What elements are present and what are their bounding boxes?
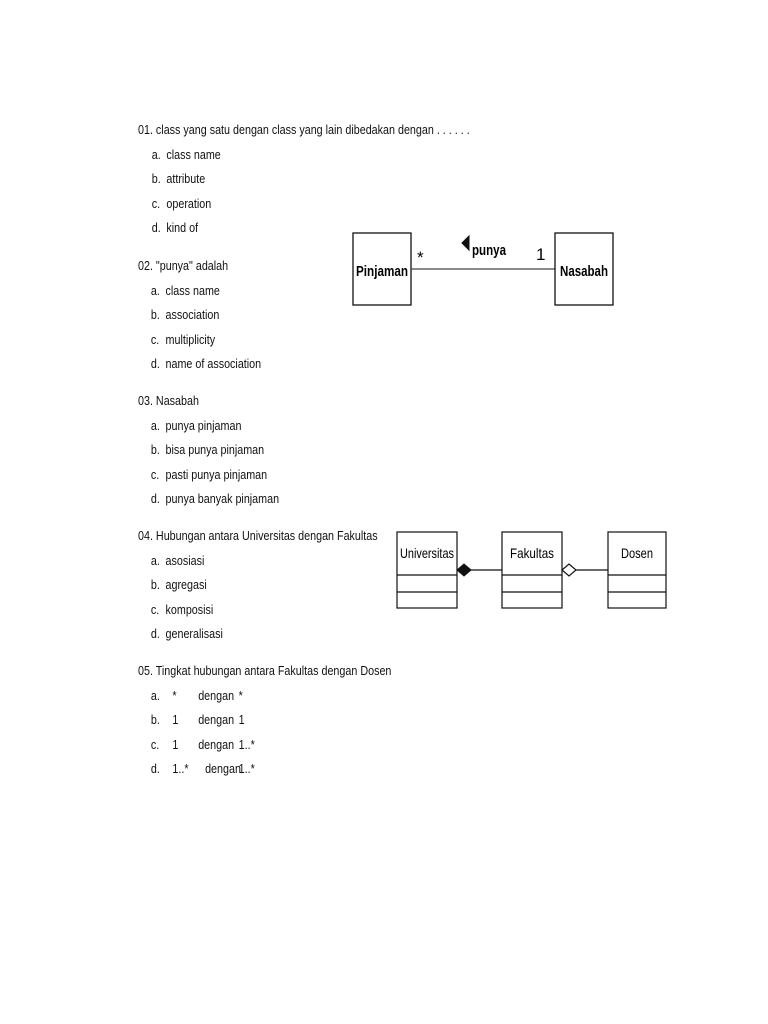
class-name-fakultas: Fakultas [510, 545, 554, 561]
association-name: punya [472, 242, 507, 259]
option-text: name of association [165, 357, 262, 371]
question-2-option-a [138, 279, 261, 304]
option-left-multiplicity: * [172, 688, 177, 703]
question-3-option-c [138, 463, 279, 488]
option-text: kind of [166, 221, 199, 235]
question-5-option-a [138, 684, 391, 709]
option-letter: b. [150, 308, 160, 322]
composition-aggregation-diagram [390, 525, 675, 617]
option-text: attribute [166, 172, 206, 186]
question-5-option-c [138, 733, 391, 758]
class-box-dosen [608, 532, 666, 608]
option-word: dengan [205, 762, 241, 776]
question-1 [138, 118, 470, 241]
question-4-option-c [138, 598, 378, 623]
option-word: dengan [198, 737, 235, 752]
option-letter: c. [150, 467, 160, 482]
question-3-option-a [138, 414, 279, 439]
question-2-option-d [138, 352, 261, 377]
option-letter: d. [150, 627, 160, 641]
option-letter: a. [150, 688, 160, 703]
question-4-option-d [138, 622, 378, 647]
option-word: dengan [198, 713, 235, 727]
question-2-option-b [138, 303, 261, 328]
question-5-option-d [138, 757, 391, 782]
question-1-option-c [138, 192, 470, 217]
question-3 [138, 389, 279, 512]
direction-arrow-icon [462, 236, 469, 250]
option-letter: c. [150, 602, 160, 617]
option-letter: c. [150, 737, 160, 752]
question-1-option-a [138, 143, 470, 168]
option-text: punya banyak pinjaman [165, 492, 280, 506]
right-multiplicity: 1 [536, 245, 546, 264]
option-letter: b. [150, 578, 160, 592]
option-letter: b. [150, 713, 160, 727]
option-letter: c. [150, 332, 160, 347]
question-1-option-b [138, 167, 470, 192]
option-text: bisa punya pinjaman [165, 443, 265, 457]
option-word: dengan [198, 688, 235, 703]
question-1-stem: 01. class yang satu dengan class yang lain dibedakan dengan . . . . . . [138, 123, 470, 137]
question-5-option-b [138, 708, 391, 733]
option-right-multiplicity: 1..* [238, 762, 255, 776]
option-letter: b. [150, 443, 160, 457]
question-4 [138, 524, 378, 647]
class-name-dosen: Dosen [621, 545, 653, 561]
association-diagram [345, 225, 620, 313]
question-5-stem: 05. Tingkat hubungan antara Fakultas dengan Dosen [138, 664, 392, 678]
option-text: multiplicity [165, 332, 216, 347]
class-name-nasabah: Nasabah [560, 263, 608, 280]
option-text: class name [166, 147, 221, 162]
class-name-universitas: Universitas [400, 545, 454, 561]
option-letter: b. [151, 172, 161, 186]
class-box-fakultas [502, 532, 562, 608]
option-left-multiplicity: 1 [172, 713, 179, 727]
option-left-multiplicity: 1..* [172, 762, 189, 776]
option-letter: d. [150, 357, 160, 371]
option-letter: d. [150, 492, 160, 506]
question-3-stem: 03. Nasabah [138, 394, 199, 408]
option-letter: d. [151, 221, 161, 235]
option-letter: a. [150, 418, 160, 433]
option-letter: d. [150, 762, 160, 776]
option-letter: a. [150, 283, 160, 298]
option-text: komposisi [165, 602, 214, 617]
option-right-multiplicity: 1..* [238, 737, 255, 752]
option-text: asosiasi [165, 553, 205, 568]
option-text: class name [165, 283, 220, 298]
question-4-stem: 04. Hubungan antara Universitas dengan Fakultas [138, 529, 378, 543]
option-letter: a. [150, 553, 160, 568]
option-letter: c. [151, 196, 161, 211]
class-name-pinjaman: Pinjaman [356, 263, 408, 280]
question-4-option-b [138, 573, 378, 598]
question-2-option-c [138, 328, 261, 353]
option-text: association [165, 308, 220, 322]
question-4-option-a [138, 549, 378, 574]
aggregation-diamond-icon [562, 564, 576, 576]
question-3-option-b [138, 438, 279, 463]
option-left-multiplicity: 1 [172, 737, 179, 752]
left-multiplicity: * [417, 248, 424, 267]
option-right-multiplicity: * [238, 688, 243, 703]
question-2-stem: 02. "punya" adalah [138, 259, 229, 273]
option-text: punya pinjaman [165, 418, 242, 433]
question-5 [138, 659, 391, 782]
option-text: agregasi [165, 578, 207, 592]
option-text: operation [166, 196, 212, 211]
class-box-universitas [397, 532, 457, 608]
composition-diamond-icon [457, 564, 471, 576]
option-letter: a. [151, 147, 161, 162]
option-text: pasti punya pinjaman [165, 467, 268, 482]
question-2 [138, 254, 261, 377]
option-text: generalisasi [165, 627, 223, 641]
question-3-option-d [138, 487, 279, 512]
option-right-multiplicity: 1 [238, 713, 245, 727]
